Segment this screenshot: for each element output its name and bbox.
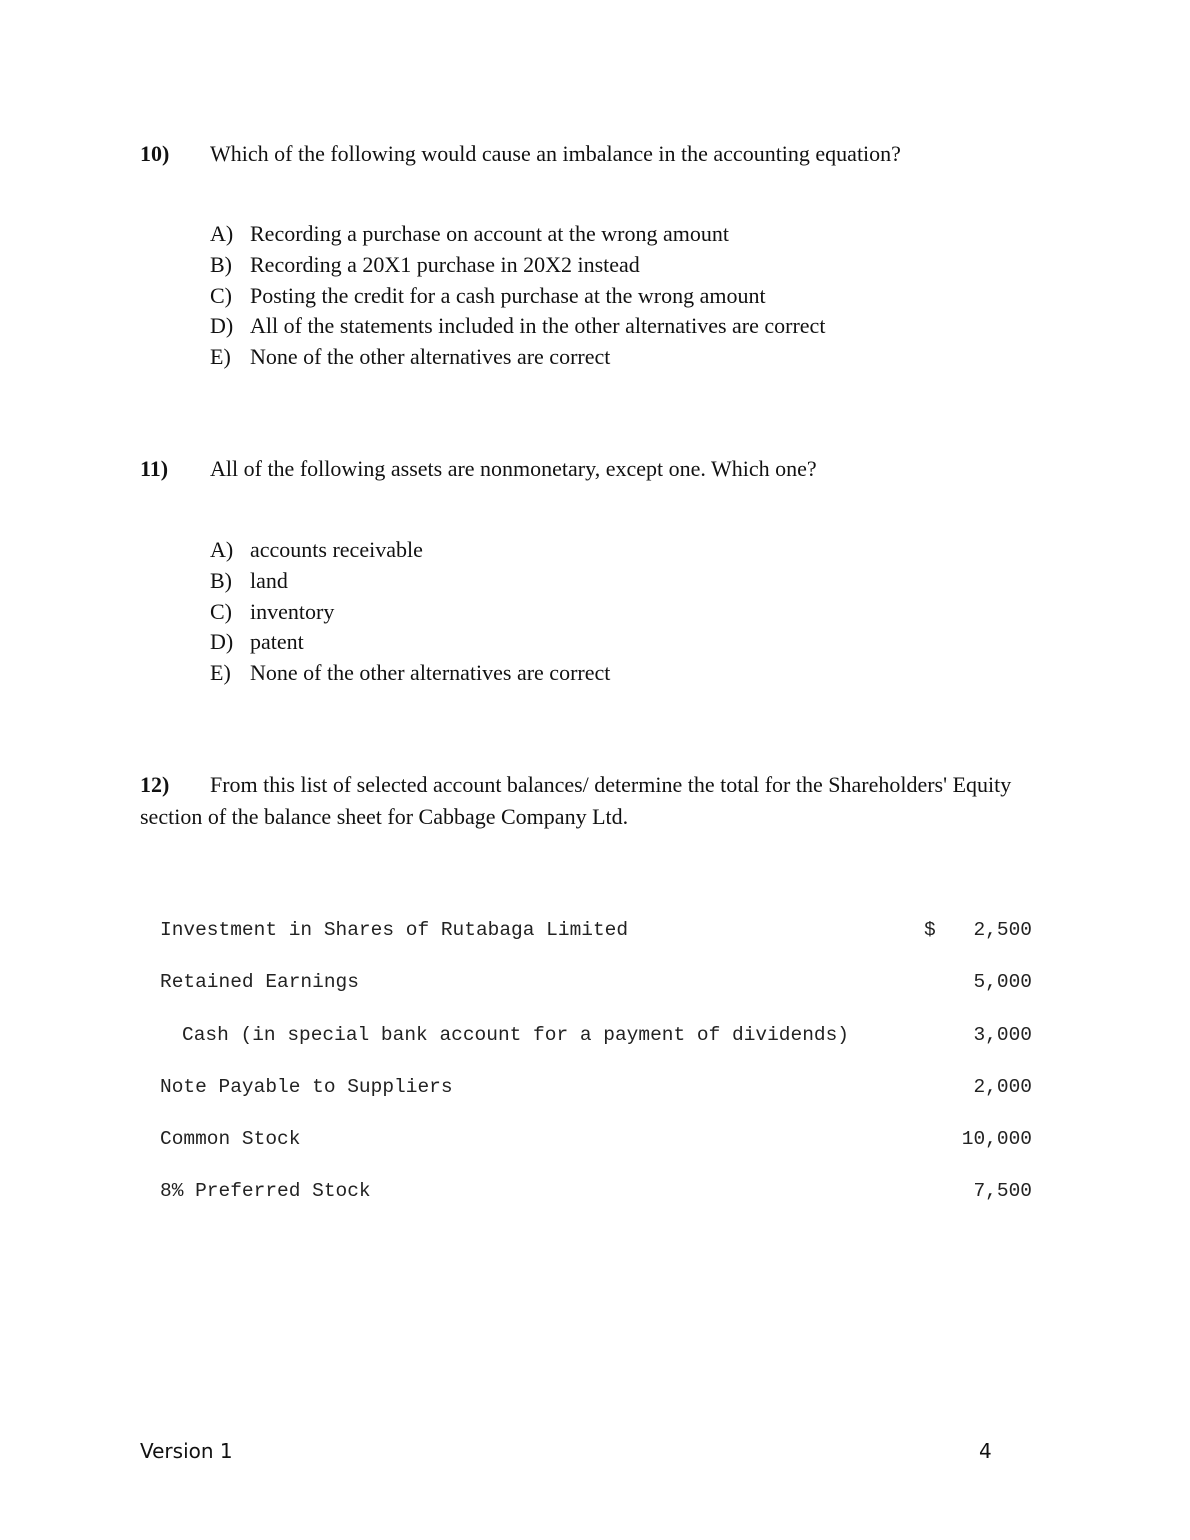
- account-amount: 7,500: [973, 1180, 1032, 1203]
- option-letter: B): [210, 251, 232, 277]
- option-text: Recording a purchase on account at the wrong amount: [250, 221, 729, 246]
- ledger-row: [160, 1019, 1032, 1071]
- answer-option: [210, 658, 610, 689]
- ledger-row: [160, 1071, 1032, 1123]
- account-amount: 2,000: [973, 1075, 1032, 1098]
- account-balances-list: [160, 914, 1032, 1228]
- currency-symbol: $: [924, 919, 936, 941]
- question-12: [140, 769, 1020, 832]
- question-11: [140, 453, 817, 485]
- answer-option: [210, 219, 825, 250]
- question-text: All of the following assets are nonmonetary, except one. Which one?: [210, 456, 817, 481]
- answer-option: [210, 250, 825, 281]
- option-text: inventory: [250, 598, 335, 624]
- ledger-row: [160, 966, 1032, 1018]
- version-label: Version 1: [140, 1439, 233, 1463]
- option-letter: D): [210, 629, 234, 655]
- account-name: Retained Earnings: [160, 971, 359, 994]
- account-name: Cash (in special bank account for a payment of dividends): [182, 1023, 850, 1046]
- option-text: patent: [250, 629, 304, 655]
- account-amount: 2,500: [973, 919, 1032, 941]
- option-letter: A): [210, 221, 234, 246]
- answer-option: [210, 566, 610, 597]
- option-letter: B): [210, 567, 232, 593]
- option-letter: A): [210, 537, 234, 562]
- answer-option: [210, 597, 610, 628]
- question-text: From this list of selected account balances/ determine the total for the Shareholders' Equity section of the balance sheet for Cabbage Company Ltd.: [140, 772, 1012, 829]
- account-name: Note Payable to Suppliers: [160, 1075, 453, 1098]
- ledger-row: [160, 914, 1032, 966]
- answer-option: [210, 627, 610, 658]
- account-name: 8% Preferred Stock: [160, 1180, 371, 1203]
- option-text: All of the statements included in the other alternatives are correct: [250, 313, 826, 339]
- option-text: Posting the credit for a cash purchase at the wrong amount: [250, 282, 766, 308]
- question-text: Which of the following would cause an imbalance in the accounting equation?: [210, 141, 901, 166]
- question-number: 11): [140, 456, 169, 481]
- answer-option: [210, 342, 825, 373]
- answer-option: [210, 281, 825, 312]
- option-text: None of the other alternatives are correct: [250, 344, 611, 370]
- page-number: 4: [979, 1439, 992, 1463]
- question-10: [140, 138, 901, 170]
- option-text: accounts receivable: [250, 537, 423, 562]
- option-text: None of the other alternatives are correct: [250, 660, 611, 686]
- option-text: land: [250, 567, 288, 593]
- ledger-row: [160, 1123, 1032, 1175]
- option-letter: E): [210, 660, 231, 686]
- option-letter: C): [210, 598, 232, 624]
- question-number: 10): [140, 141, 170, 166]
- option-text: Recording a 20X1 purchase in 20X2 instead: [250, 251, 640, 277]
- account-amount: 10,000: [961, 1128, 1032, 1151]
- account-name: Investment in Shares of Rutabaga Limited: [160, 919, 629, 941]
- option-letter: E): [210, 344, 231, 370]
- option-letter: C): [210, 282, 232, 308]
- ledger-row: [160, 1175, 1032, 1227]
- account-amount: 3,000: [973, 1023, 1032, 1046]
- option-letter: D): [210, 313, 234, 339]
- answer-options-q11: [210, 535, 610, 689]
- answer-option: [210, 535, 610, 566]
- answer-option: [210, 311, 825, 342]
- question-number: 12): [140, 772, 170, 797]
- account-amount: 5,000: [973, 971, 1032, 994]
- account-name: Common Stock: [160, 1128, 301, 1151]
- answer-options-q10: [210, 219, 825, 373]
